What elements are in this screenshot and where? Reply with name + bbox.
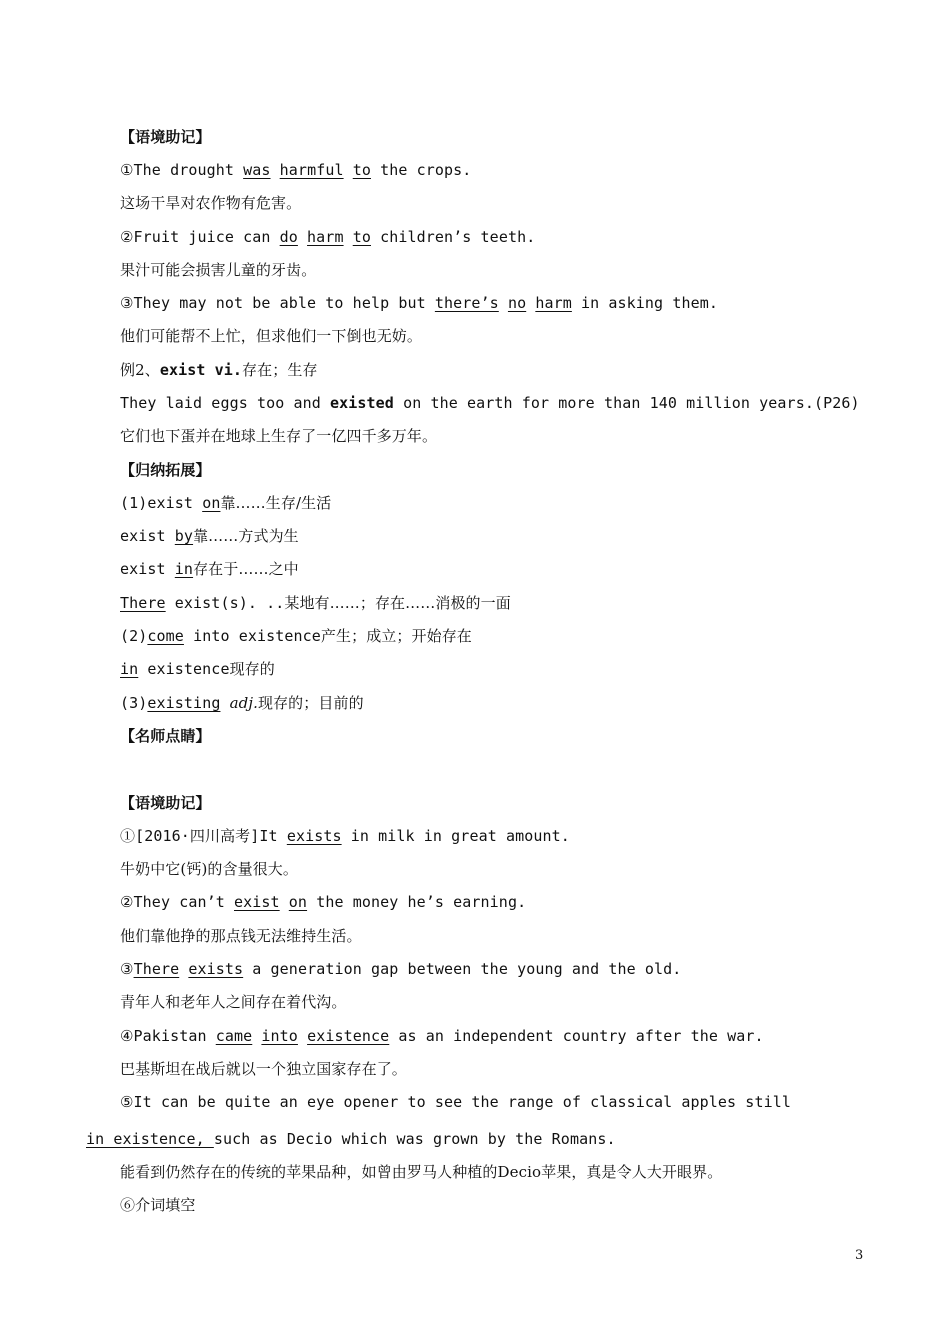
textbook-translation: 它们也下蛋并在地球上生存了一亿四千多万年。 xyxy=(120,427,438,445)
page-number: 3 xyxy=(855,1248,864,1263)
example-sentence: ②They can’t exist on the money he’s earning. xyxy=(120,893,527,911)
phrase-item: in existence现存的 xyxy=(120,660,275,678)
example-sentence: ③They may not be able to help but there’s no harm in asking them. xyxy=(120,294,718,312)
memory-heading-2: 【语境助记】 xyxy=(120,794,211,812)
phrase-item: (2)come into existence产生；成立；开始存在 xyxy=(120,627,472,645)
example-translation: 他们靠他挣的那点钱无法维持生活。 xyxy=(120,927,362,945)
example-sentence: ②Fruit juice can do harm to children’s teeth. xyxy=(120,228,536,246)
example-translation: 巴基斯坦在战后就以一个独立国家存在了。 xyxy=(120,1060,407,1078)
example-translation: 他们可能帮不上忙，但求他们一下倒也无妨。 xyxy=(120,327,423,345)
example-translation: 牛奶中它(钙)的含量很大。 xyxy=(120,860,299,878)
example-translation: 青年人和老年人之间存在着代沟。 xyxy=(120,993,347,1011)
expand-heading: 【归纳拓展】 xyxy=(120,461,211,479)
phrase-item: There exist(s). ..某地有……；存在……消极的一面 xyxy=(120,594,511,612)
phrase-item: (3)existing adj.现存的；目前的 xyxy=(120,694,364,712)
phrase-item: exist by靠……方式为生 xyxy=(120,527,299,545)
example-sentence: ④Pakistan came into existence as an independent country after the war. xyxy=(120,1027,764,1045)
textbook-sentence: They laid eggs too and existed on the earth for more than 140 million years.(P26) xyxy=(120,394,860,412)
example-sentence-continued: in existence, such as Decio which was grown by the Romans. xyxy=(86,1130,616,1148)
vocab-entry-title: 例2、exist vi.存在；生存 xyxy=(120,361,318,379)
example-translation: 这场干旱对农作物有危害。 xyxy=(120,194,302,212)
example-translation: 果汁可能会损害儿童的牙齿。 xyxy=(120,261,317,279)
phrase-item: exist in存在于……之中 xyxy=(120,560,299,578)
teacher-heading: 【名师点睛】 xyxy=(120,727,211,745)
example-sentence: ③There exists a generation gap between the young and the old. xyxy=(120,960,682,978)
example-sentence: ①The drought was harmful to the crops. xyxy=(120,161,472,179)
example-translation: 能看到仍然存在的传统的苹果品种，如曾由罗马人种植的Decio苹果，真是令人大开眼界。 xyxy=(120,1163,723,1181)
exercise-heading: ⑥介词填空 xyxy=(120,1196,196,1214)
memory-heading-1: 【语境助记】 xyxy=(120,128,211,146)
example-sentence: ①[2016·四川高考]It exists in milk in great amount. xyxy=(120,827,570,845)
phrase-item: (1)exist on靠……生存/生活 xyxy=(120,494,332,512)
example-sentence: ⑤It can be quite an eye opener to see the range of classical apples still xyxy=(120,1093,791,1111)
